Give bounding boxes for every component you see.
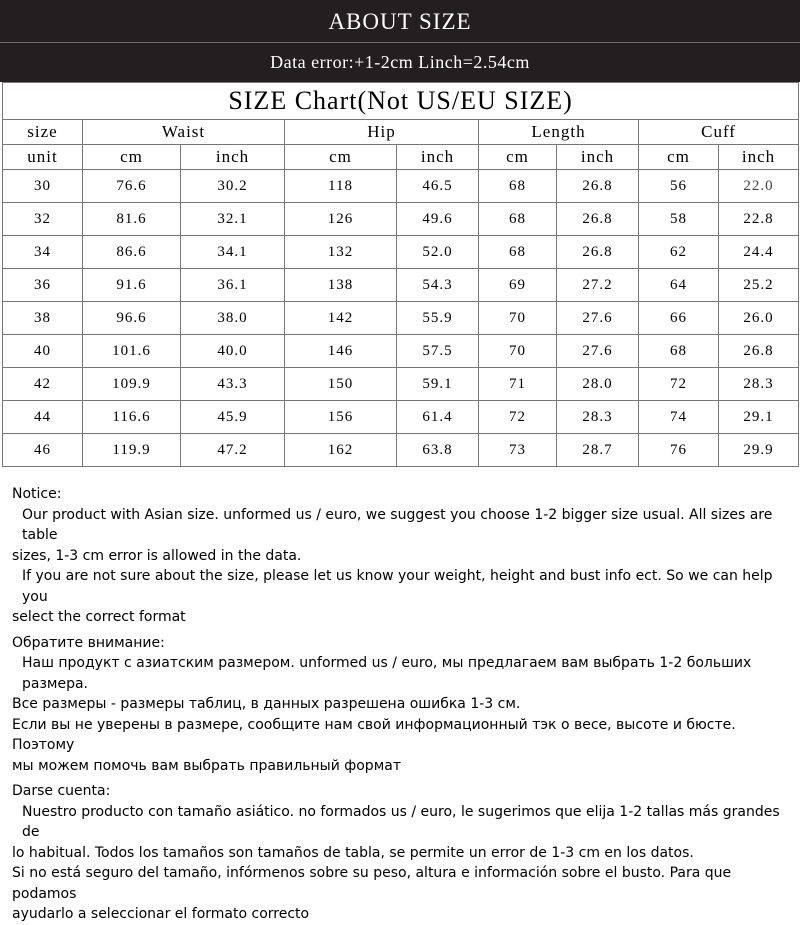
table-row: [3, 335, 799, 368]
about-size-banner: ABOUT SIZE: [0, 0, 800, 42]
unit-cell: inch: [397, 145, 479, 170]
unit-cell: cm: [83, 145, 181, 170]
value-cell: 58: [639, 203, 719, 236]
value-cell: 68: [479, 170, 557, 203]
value-cell: 25.2: [719, 269, 799, 302]
unit-cell: cm: [639, 145, 719, 170]
value-cell: 74: [639, 401, 719, 434]
value-cell: 26.8: [557, 170, 639, 203]
size-chart-table: [2, 82, 799, 467]
table-row: [3, 302, 799, 335]
value-cell: 118: [285, 170, 397, 203]
notice-text: If you are not sure about the size, please let us know your weight, height and bust info ect. So we can help you: [22, 568, 773, 605]
value-cell: 34.1: [181, 236, 285, 269]
unit-cell: inch: [181, 145, 285, 170]
size-rows: [3, 170, 799, 467]
value-cell: 146: [285, 335, 397, 368]
value-cell: 156: [285, 401, 397, 434]
value-cell: 70: [479, 302, 557, 335]
value-cell: 69: [479, 269, 557, 302]
value-cell: 22.8: [719, 203, 799, 236]
value-cell: 22.0: [719, 170, 799, 203]
value-cell: 46.5: [397, 170, 479, 203]
notice-text: Наш продукт с азиатским размером. unformed us / euro, мы предлагаем вам выбрать 1-2 больших размера.: [22, 655, 752, 692]
size-header: size: [3, 120, 83, 145]
value-cell: 142: [285, 302, 397, 335]
value-cell: 63.8: [397, 434, 479, 467]
value-cell: 26.0: [719, 302, 799, 335]
value-cell: 61.4: [397, 401, 479, 434]
value-cell: 26.8: [719, 335, 799, 368]
value-cell: 29.9: [719, 434, 799, 467]
value-cell: 132: [285, 236, 397, 269]
notice-text: select the correct format: [12, 609, 186, 625]
value-cell: 68: [479, 203, 557, 236]
notice-text: Nuestro producto con tamaño asiático. no formados us / euro, le sugerimos que elija 1-2 tallas más grandes de: [22, 803, 780, 840]
value-cell: 47.2: [181, 434, 285, 467]
value-cell: 27.6: [557, 302, 639, 335]
value-cell: 40.0: [181, 335, 285, 368]
table-row: [3, 368, 799, 401]
notice-text: ayudarlo a seleccionar el formato correcto: [12, 906, 310, 922]
cuff-header: Cuff: [639, 120, 799, 145]
data-error-banner: Data error:+1-2cm Linch=2.54cm: [0, 42, 800, 82]
value-cell: 56: [639, 170, 719, 203]
size-cell: 46: [3, 434, 83, 467]
chart-title: SIZE Chart(Not US/EU SIZE): [3, 83, 799, 120]
value-cell: 59.1: [397, 368, 479, 401]
notice-heading-ru: Обратите внимание:: [12, 634, 165, 651]
value-cell: 76.6: [83, 170, 181, 203]
value-cell: 72: [479, 401, 557, 434]
value-cell: 54.3: [397, 269, 479, 302]
value-cell: 162: [285, 434, 397, 467]
value-cell: 28.3: [557, 401, 639, 434]
group-header-row: [3, 120, 799, 145]
value-cell: 96.6: [83, 302, 181, 335]
table-row: [3, 269, 799, 302]
value-cell: 27.2: [557, 269, 639, 302]
size-cell: 34: [3, 236, 83, 269]
value-cell: 27.6: [557, 335, 639, 368]
notice-heading-es: Darse cuenta:: [12, 783, 111, 799]
unit-header: unit: [3, 145, 83, 170]
value-cell: 138: [285, 269, 397, 302]
value-cell: 73: [479, 434, 557, 467]
value-cell: 45.9: [181, 401, 285, 434]
value-cell: 150: [285, 368, 397, 401]
unit-header-row: [3, 145, 799, 170]
value-cell: 68: [639, 335, 719, 368]
value-cell: 81.6: [83, 203, 181, 236]
unit-cell: cm: [285, 145, 397, 170]
length-header: Length: [479, 120, 639, 145]
value-cell: 86.6: [83, 236, 181, 269]
size-cell: 44: [3, 401, 83, 434]
table-row: [3, 236, 799, 269]
table-row: [3, 170, 799, 203]
value-cell: 32.1: [181, 203, 285, 236]
size-cell: 36: [3, 269, 83, 302]
table-row: [3, 401, 799, 434]
notice-section: [12, 484, 796, 925]
notice-text: Все размеры - размеры таблиц, в данных разрешена ошибка 1-3 см.: [12, 696, 521, 712]
value-cell: 28.7: [557, 434, 639, 467]
value-cell: 38.0: [181, 302, 285, 335]
notice-text: lo habitual. Todos los tamaños son tamaños de tabla, se permite un error de 1-3 cm en los datos.: [12, 844, 694, 861]
value-cell: 30.2: [181, 170, 285, 203]
value-cell: 70: [479, 335, 557, 368]
unit-cell: inch: [719, 145, 799, 170]
value-cell: 26.8: [557, 236, 639, 269]
notice-heading-en: Notice:: [12, 486, 62, 502]
value-cell: 28.3: [719, 368, 799, 401]
notice-text: мы можем помочь вам выбрать правильный формат: [12, 757, 401, 774]
notice-text: Si no está seguro del tamaño, infórmenos sobre su peso, altura e información sobre el busto. Para que podamos: [12, 865, 732, 902]
notice-text: Our product with Asian size. unformed us / euro, we suggest you choose 1-2 bigger size usual. All sizes are table: [22, 506, 773, 543]
value-cell: 57.5: [397, 335, 479, 368]
waist-header: Waist: [83, 120, 285, 145]
value-cell: 24.4: [719, 236, 799, 269]
value-cell: 71: [479, 368, 557, 401]
value-cell: 72: [639, 368, 719, 401]
size-cell: 40: [3, 335, 83, 368]
size-cell: 38: [3, 302, 83, 335]
value-cell: 119.9: [83, 434, 181, 467]
table-row: [3, 203, 799, 236]
table-row: [3, 434, 799, 467]
value-cell: 66: [639, 302, 719, 335]
size-cell: 30: [3, 170, 83, 203]
notice-text: Если вы не уверены в размере, сообщите нам свой информационный тэк о весе, высоте и бюсте. Поэтому: [12, 716, 736, 753]
unit-cell: cm: [479, 145, 557, 170]
value-cell: 29.1: [719, 401, 799, 434]
value-cell: 62: [639, 236, 719, 269]
value-cell: 26.8: [557, 203, 639, 236]
value-cell: 68: [479, 236, 557, 269]
value-cell: 91.6: [83, 269, 181, 302]
hip-header: Hip: [285, 120, 479, 145]
size-cell: 42: [3, 368, 83, 401]
value-cell: 43.3: [181, 368, 285, 401]
notice-text: sizes, 1-3 cm error is allowed in the data.: [12, 547, 302, 564]
value-cell: 109.9: [83, 368, 181, 401]
value-cell: 64: [639, 269, 719, 302]
value-cell: 101.6: [83, 335, 181, 368]
value-cell: 126: [285, 203, 397, 236]
value-cell: 76: [639, 434, 719, 467]
value-cell: 52.0: [397, 236, 479, 269]
value-cell: 55.9: [397, 302, 479, 335]
value-cell: 116.6: [83, 401, 181, 434]
unit-cell: inch: [557, 145, 639, 170]
value-cell: 49.6: [397, 203, 479, 236]
value-cell: 28.0: [557, 368, 639, 401]
value-cell: 36.1: [181, 269, 285, 302]
size-cell: 32: [3, 203, 83, 236]
